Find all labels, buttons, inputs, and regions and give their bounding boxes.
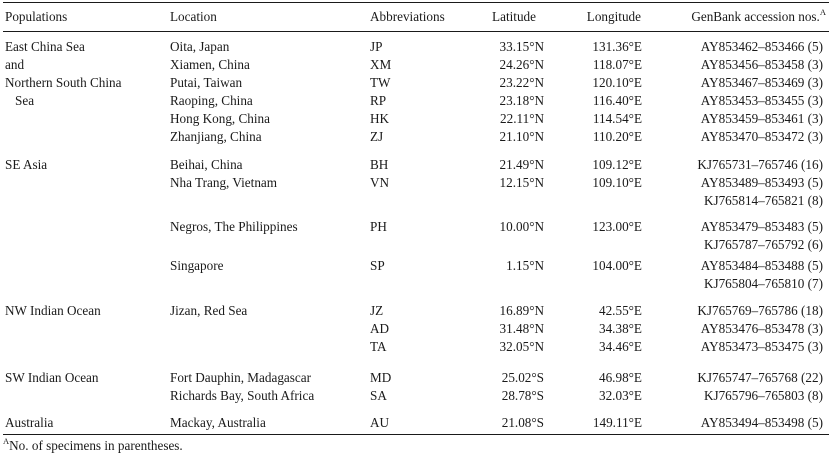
cell-latitude: 21.08°S (501, 415, 544, 430)
cell-longitude: 34.38°E (598, 321, 642, 336)
cell-longitude: 120.10°E (592, 75, 642, 90)
cell-location: Negros, The Philippines (170, 219, 298, 234)
cell-latitude: 22.11°N (500, 111, 544, 126)
cell-longitude: 109.10°E (592, 175, 642, 190)
cell-location: Zhanjiang, China (170, 129, 262, 144)
cell-genbank: AY853484–853488 (5) (700, 258, 823, 273)
cell-genbank: KJ765804–765810 (7) (703, 276, 823, 291)
cell-latitude: 12.15°N (499, 175, 544, 190)
cell-abbreviation: BH (370, 157, 389, 172)
cell-longitude: 42.55°E (598, 303, 642, 318)
cell-genbank: AY853473–853475 (3) (700, 339, 823, 354)
cell-location: Fort Dauphin, Madagascar (170, 370, 311, 385)
cell-latitude: 23.18°N (499, 93, 544, 108)
top-rule (3, 2, 829, 3)
cell-location: Mackay, Australia (170, 415, 266, 430)
cell-location: Xiamen, China (170, 57, 250, 72)
cell-longitude: 104.00°E (592, 258, 642, 273)
group-label: SW Indian Ocean (5, 370, 99, 385)
cell-abbreviation: VN (370, 175, 390, 190)
cell-latitude: 24.26°N (499, 57, 544, 72)
cell-genbank: AY853467–853469 (3) (700, 75, 823, 90)
cell-abbreviation: JZ (370, 303, 384, 318)
cell-latitude: 32.05°N (499, 339, 544, 354)
cell-latitude: 28.78°S (501, 388, 544, 403)
cell-location: Nha Trang, Vietnam (170, 175, 278, 190)
cell-genbank: AY853494–853498 (5) (700, 415, 823, 430)
cell-latitude: 16.89°N (499, 303, 544, 318)
cell-location: Richards Bay, South Africa (170, 388, 315, 403)
cell-longitude: 110.20°E (592, 129, 642, 144)
cell-genbank: KJ765814–765821 (8) (703, 193, 823, 208)
cell-location: Jizan, Red Sea (170, 303, 248, 318)
cell-genbank: KJ765787–765792 (6) (703, 237, 823, 252)
cell-location: Oita, Japan (170, 39, 230, 54)
cell-abbreviation: TA (370, 339, 387, 354)
group-label-line: and (5, 57, 25, 72)
cell-longitude: 34.46°E (598, 339, 642, 354)
group-label: NW Indian Ocean (5, 303, 101, 318)
group-label: SE Asia (5, 157, 48, 172)
footnote-marker-header: A (819, 7, 826, 17)
cell-abbreviation: SP (370, 258, 385, 273)
cell-genbank: AY853479–853483 (5) (700, 219, 823, 234)
cell-abbreviation: HK (370, 111, 390, 126)
cell-location: Beihai, China (170, 157, 243, 172)
cell-abbreviation: AU (370, 415, 390, 430)
cell-latitude: 23.22°N (499, 75, 544, 90)
cell-genbank: AY853456–853458 (3) (700, 57, 823, 72)
cell-location: Raoping, China (170, 93, 253, 108)
cell-abbreviation: AD (370, 321, 390, 336)
cell-location: Singapore (170, 258, 224, 273)
bottom-rule (3, 434, 829, 435)
cell-abbreviation: MD (370, 370, 392, 385)
cell-longitude: 114.54°E (592, 111, 642, 126)
cell-genbank: KJ765796–765803 (8) (703, 388, 823, 403)
cell-abbreviation: XM (370, 57, 392, 72)
cell-location: Putai, Taiwan (170, 75, 243, 90)
cell-genbank: AY853462–853466 (5) (700, 39, 823, 54)
cell-longitude: 149.11°E (592, 415, 642, 430)
cell-latitude: 1.15°N (506, 258, 544, 273)
header-latitude: Latitude (492, 9, 536, 24)
cell-abbreviation: TW (370, 75, 391, 90)
header-populations: Populations (5, 9, 68, 24)
header-abbreviations: Abbreviations (370, 9, 445, 24)
cell-abbreviation: ZJ (370, 129, 384, 144)
header-rule (3, 31, 829, 32)
cell-abbreviation: PH (370, 219, 387, 234)
group-label-line: East China Sea (5, 39, 85, 54)
cell-latitude: 21.49°N (499, 157, 544, 172)
cell-longitude: 109.12°E (592, 157, 642, 172)
table-footnote (3, 437, 183, 454)
cell-longitude: 32.03°E (598, 388, 642, 403)
cell-genbank: KJ765769–765786 (18) (697, 303, 823, 318)
cell-abbreviation: RP (370, 93, 387, 108)
header-longitude: Longitude (586, 9, 641, 24)
group-label-line: Northern South China (5, 75, 122, 90)
footnote-text: No. of specimens in parentheses. (9, 438, 183, 453)
cell-genbank: AY853459–853461 (3) (700, 111, 823, 126)
cell-longitude: 116.40°E (592, 93, 642, 108)
cell-genbank: AY853470–853472 (3) (700, 129, 823, 144)
cell-location: Hong Kong, China (170, 111, 271, 126)
cell-longitude: 46.98°E (598, 370, 642, 385)
cell-latitude: 25.02°S (501, 370, 544, 385)
cell-latitude: 10.00°N (499, 219, 544, 234)
cell-genbank: AY853453–853455 (3) (700, 93, 823, 108)
cell-longitude: 131.36°E (592, 39, 642, 54)
cell-longitude: 123.00°E (592, 219, 642, 234)
cell-latitude: 31.48°N (499, 321, 544, 336)
cell-genbank: KJ765747–765768 (22) (697, 370, 823, 385)
cell-genbank: KJ765731–765746 (16) (697, 157, 823, 172)
header-genbank-label: GenBank accession nos. (691, 9, 820, 24)
cell-genbank: AY853476–853478 (3) (700, 321, 823, 336)
footnote-marker: A (3, 436, 10, 446)
group-label: Australia (5, 415, 54, 430)
cell-abbreviation: JP (370, 39, 383, 54)
cell-genbank: AY853489–853493 (5) (700, 175, 823, 190)
header-location: Location (170, 9, 217, 24)
cell-latitude: 21.10°N (499, 129, 544, 144)
cell-latitude: 33.15°N (499, 39, 544, 54)
header-genbank (691, 8, 826, 25)
cell-longitude: 118.07°E (592, 57, 642, 72)
group-label-line: Sea (15, 93, 35, 108)
cell-abbreviation: SA (370, 388, 387, 403)
